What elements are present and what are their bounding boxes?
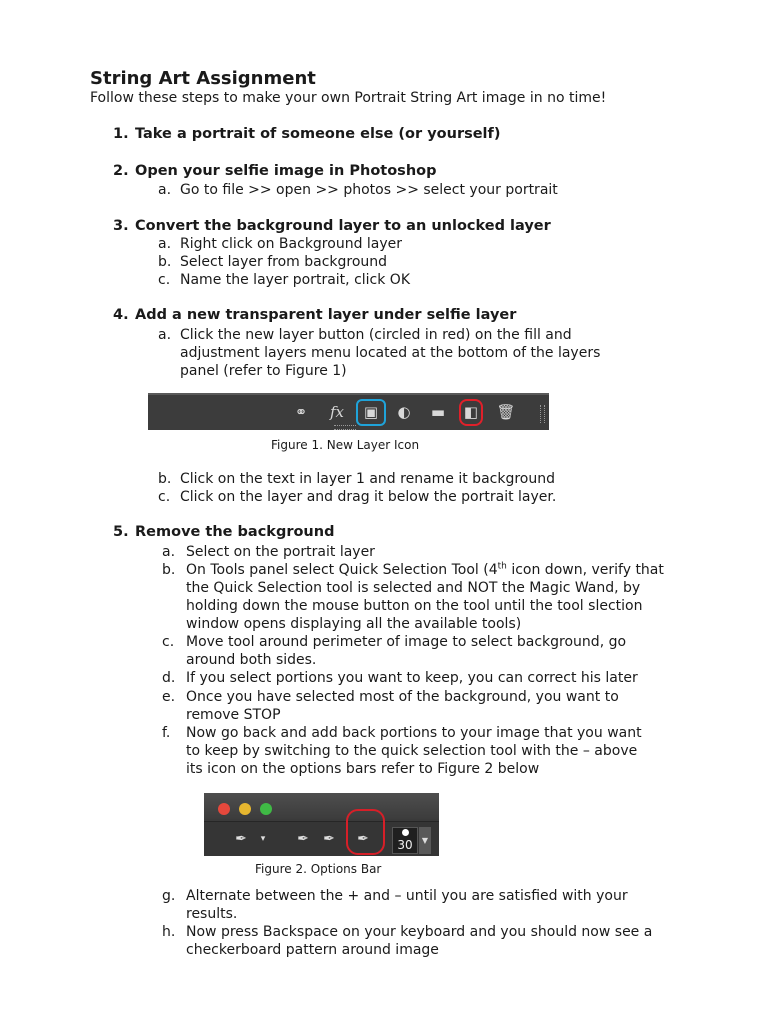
figure-1-caption: Figure 1. New Layer Icon	[271, 438, 420, 452]
substep-letter: c.	[158, 272, 171, 288]
step-1-heading	[113, 126, 500, 142]
substep-letter: a.	[162, 544, 176, 560]
substep-5a	[162, 543, 682, 561]
blue-highlight-circle	[356, 399, 386, 426]
link-icon[interactable]: ⚭	[294, 403, 308, 421]
step-5-heading	[113, 524, 334, 540]
substep-3c	[158, 271, 410, 289]
substep-text: On Tools panel select Quick Selection Tool (4th icon down, verify that the Quick Selection tool is selected and NOT the Magic Wand, by holding down the mouse button on the tool until the tool slection window opens displaying all the available tools)	[186, 561, 664, 632]
substep-5h	[162, 923, 662, 959]
substep-text: Name the layer portrait, click OK	[180, 272, 410, 288]
substep-2a	[158, 181, 558, 199]
minimize-window-icon[interactable]	[239, 803, 251, 815]
folder-icon[interactable]: ▬	[430, 403, 446, 421]
substep-letter: a.	[158, 182, 172, 198]
substep-text: Go to file >> open >> photos >> select your portrait	[180, 182, 558, 198]
substep-text: Now press Backspace on your keyboard and you should now see a checkerboard pattern around image	[186, 924, 653, 958]
close-window-icon[interactable]	[218, 803, 230, 815]
substep-text: Now go back and add back portions to your image that you want to keep by switching to the quick selection tool with the – above its icon on the options bars refer to Figure 2 below	[186, 725, 642, 777]
substep-text: Click on the layer and drag it below the portrait layer.	[180, 489, 557, 505]
substep-text: Once you have selected most of the background, you want to remove STOP	[186, 689, 619, 723]
substep-letter: f.	[162, 725, 171, 741]
step-heading-text: Open your selfie image in Photoshop	[135, 163, 437, 179]
new-selection-icon[interactable]: ✒	[297, 831, 309, 847]
substep-letter: a.	[158, 236, 172, 252]
substep-5d	[162, 669, 702, 687]
red-highlight-circle	[459, 399, 483, 426]
step-2-heading	[113, 163, 436, 179]
substep-4b	[158, 470, 555, 488]
substep-text: Select on the portrait layer	[186, 544, 375, 560]
substep-letter: b.	[162, 562, 176, 578]
chevron-down-icon[interactable]: ▾	[260, 834, 266, 844]
brush-size-value: 30	[397, 838, 413, 852]
panel-grip-icon	[540, 405, 545, 423]
substep-text: Select layer from background	[180, 254, 388, 270]
substep-5g	[162, 887, 672, 923]
substep-5e	[162, 688, 662, 724]
add-to-selection-icon[interactable]: ✒	[323, 831, 335, 847]
step-heading-text: Add a new transparent layer under selfie layer	[135, 307, 517, 323]
substep-letter: c.	[158, 489, 171, 505]
step-number: 5.	[113, 524, 129, 540]
substep-4c	[158, 488, 556, 506]
resize-grip-icon	[334, 425, 356, 430]
figure-1-layers-toolbar	[148, 393, 549, 430]
step-heading-text: Remove the background	[135, 524, 335, 540]
substep-text: Right click on Background layer	[180, 236, 403, 252]
trash-icon[interactable]: 🗑	[496, 403, 516, 421]
step-number: 3.	[113, 218, 129, 234]
adjustment-icon[interactable]: ◐	[397, 403, 411, 421]
maximize-window-icon[interactable]	[260, 803, 272, 815]
step-4-heading	[113, 307, 516, 323]
substep-text: Click the new layer button (circled in red) on the fill and adjustment layers menu located at the bottom of the layers panel (refer to Figure 1)	[180, 327, 601, 379]
step-number: 2.	[113, 163, 129, 179]
substep-letter: b.	[158, 471, 172, 487]
substep-5f	[162, 724, 652, 778]
brush-dot-icon	[402, 829, 409, 836]
step-heading-text: Convert the background layer to an unlocked layer	[135, 218, 551, 234]
substep-letter: b.	[158, 254, 172, 270]
subtract-from-selection-icon[interactable]: ✒	[357, 831, 369, 847]
substep-5c	[162, 633, 662, 669]
substep-letter: g.	[162, 888, 176, 904]
red-highlight-circle	[346, 809, 385, 855]
mask-icon[interactable]: ▣	[363, 403, 379, 421]
step-number: 4.	[113, 307, 129, 323]
brush-size-field[interactable]	[392, 827, 418, 854]
step-3-heading	[113, 218, 551, 234]
substep-letter: c.	[162, 634, 175, 650]
document-intro: Follow these steps to make your own Portrait String Art image in no time!	[90, 90, 607, 106]
substep-5b	[162, 561, 667, 633]
step-number: 1.	[113, 126, 129, 142]
fx-icon[interactable]: fx	[329, 403, 344, 421]
substep-letter: h.	[162, 924, 176, 940]
quick-selection-tool-icon[interactable]: ✒	[235, 831, 247, 847]
substep-3a	[158, 235, 402, 253]
document-title: String Art Assignment	[90, 68, 316, 89]
substep-letter: d.	[162, 670, 176, 686]
substep-text: Move tool around perimeter of image to select background, go around both sides.	[186, 634, 627, 668]
substep-3b	[158, 253, 387, 271]
substep-letter: e.	[162, 689, 176, 705]
substep-text: Click on the text in layer 1 and rename it background	[180, 471, 555, 487]
brush-size-dropdown-icon[interactable]: ▼	[419, 827, 431, 854]
substep-letter: a.	[158, 327, 172, 343]
figure-2-caption: Figure 2. Options Bar	[255, 862, 382, 876]
substep-4a	[158, 326, 628, 380]
new-layer-icon[interactable]: ◧	[463, 403, 479, 421]
step-heading-text: Take a portrait of someone else (or yourself)	[135, 126, 501, 142]
substep-text: Alternate between the + and – until you are satisfied with your results.	[186, 888, 628, 922]
substep-text: If you select portions you want to keep, you can correct his later	[186, 670, 638, 686]
